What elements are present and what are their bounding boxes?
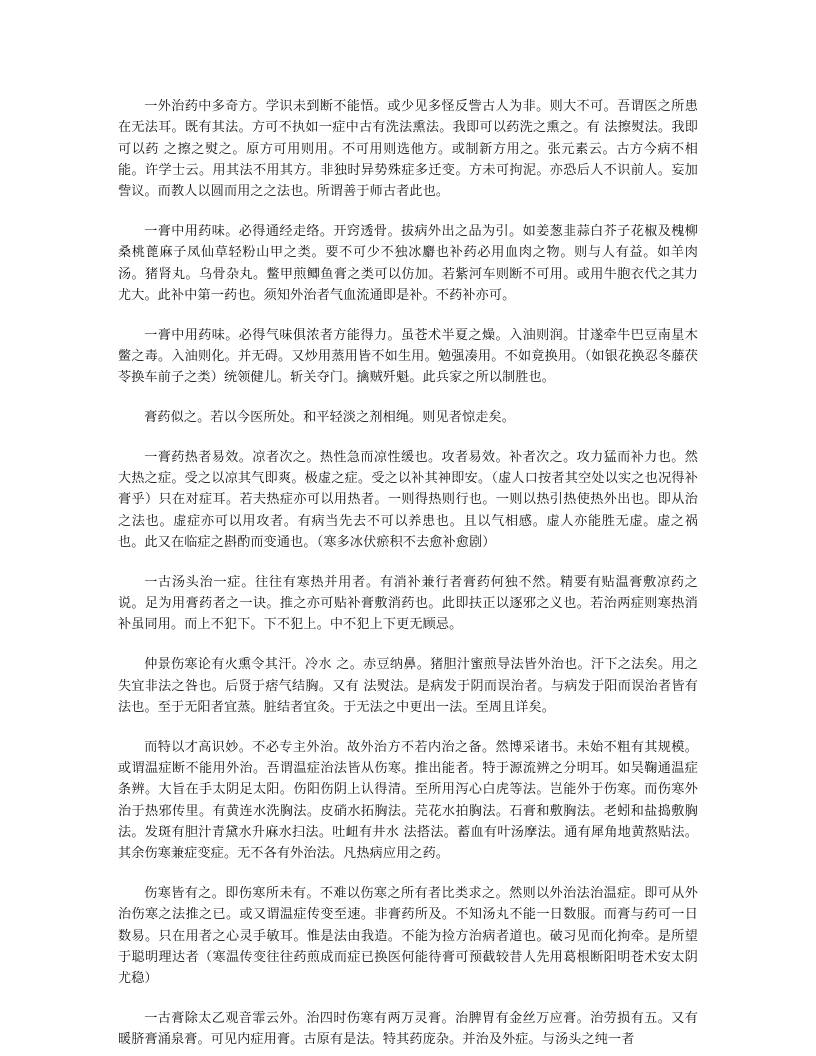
paragraph-9: 伤寒皆有之。即伤寒所未有。不难以伤寒之所有者比类求之。然则以外治法治温症。即可从外治伤寒之法推之已。或又谓温症传变至速。非膏药所及。不知汤丸不能一日数服。而膏与药可一日数易。只在用者之心灵手敏耳。惟是法由我造。不能为捡方治病者道也。破习见而化拘牵。是所望于聪明理达者（寒温传变往往药煎成而症已换医何能待膏可预截较昔人先用葛根断阳明苍术安太阴尤稳） xyxy=(118,885,698,987)
paragraph-6: 一古汤头治一症。往往有寒热并用者。有消补兼行者膏药何独不然。精要有贴温膏敷凉药之说。足为用膏药者之一诀。推之亦可贴补膏敷消药也。此即扶正以逐邪之义也。若治两症则寒热消补虽同用。而上不犯下。下不犯上。中不犯上下更无顾忌。 xyxy=(118,574,698,633)
paragraph-7: 仲景伤寒论有火熏令其汗。冷水 之。赤豆纳鼻。猪胆汁蜜煎导法皆外治也。汗下之法矣。用之失宜非法之咎也。后贤于痞气结胸。又有 法熨法。是病发于阴而误治者。与病发于阳而误治者皆有法也。至于无阳者宜蒸。脏结者宜灸。于无法之中更出一法。至周且详矣。 xyxy=(118,657,698,715)
paragraph-5: 一膏药热者易效。凉者次之。热性急而凉性缓也。攻者易效。补者次之。攻力猛而补力也。然大热之症。受之以凉其气即爽。极虚之症。受之以补其神即安。（虚人口按者其空处以实之也况得补膏乎）只在对症耳。若夫热症亦可以用热者。一则得热则行也。一则以热引热使热外出也。即从治之法也。虚症亦可以用攻者。有病当先去不可以养患也。且以气相感。虚人亦能胜无虚。虚之祸也。此又在临症之斟酌而变通也。（寒多冰伏瘀积不去愈补愈剧） xyxy=(118,449,698,551)
paragraph-2: 一膏中用药味。必得通经走络。开窍透骨。拔病外出之品为引。如姜葱韭蒜白芥子花椒及槐柳桑桃蓖麻子凤仙草轻粉山甲之类。要不可少不独冰麝也补药必用血肉之物。则与人有益。如羊肉汤。猪肾丸。乌骨杂丸。鳖甲煎鲫鱼膏之类可以仿加。若紫河车则断不可用。或用牛胞衣代之其力尤大。此补中第一药也。须知外治者气血流通即是补。不药补亦可。 xyxy=(118,223,698,303)
paragraph-4: 膏药似之。若以今医所处。和平轻淡之剂相绳。则见者惊走矣。 xyxy=(144,410,516,426)
paragraph-1: 一外治药中多奇方。学识未到断不能悟。或少见多怪反訾古人为非。则大不可。吾谓医之所患在无法耳。既有其法。方可不执如一症中古有洗法熏法。我即可以药洗之熏之。有 法擦熨法。我即可以药 之擦之熨之。原方可用则用。不可用则选他方。或制新方用之。张元素云。古方今病不相能。许学士云。用其法不用其方。非独时异势殊症多迁变。方未可拘泥。亦恐后人不识前人。妄加訾议。而教人以圆而用之之法也。所谓善于师古者此也。 xyxy=(118,99,698,200)
paragraph-10: 一古膏除太乙观音霏云外。治四时伤寒有两万灵膏。治脾胃有金丝万应膏。治劳损有五。又有暖脐膏涌泉膏。可见内症用膏。古原有是法。特其药庞杂。并治及外症。与汤头之纯一者 xyxy=(118,1010,698,1048)
paragraph-8: 而特以才高识妙。不必专主外治。故外治方不若内治之备。然博采诸书。未始不粗有其规模。或谓温症断不能用外治。吾谓温症治法皆从伤寒。推出能者。特于源流辨之分明耳。如吴鞠通温症条辨。大旨在手太阴足太阳。伤阳伤阴上认得清。至所用泻心白虎等法。岂能外于伤寒。而伤寒外治于热邪传里。有黄连水洗胸法。皮硝水拓胸法。芫花水拍胸法。石膏和敷胸法。老蚓和盐捣敷胸法。发斑有胆汁青黛水升麻水扫法。吐衄有井水 法搭法。蓄血有叶汤摩法。通有犀角地黄熬贴法。其余伤寒兼症变症。无不各有外治法。凡热病应用之药。 xyxy=(118,739,698,862)
paragraph-3: 一膏中用药味。必得气味俱浓者方能得力。虽苍术半夏之燥。入油则润。甘遂牵牛巴豆南星木鳖之毒。入油则化。并无碍。又炒用蒸用皆不如生用。勉强凑用。不如竟换用。（如银花换忍冬藤茯苓换车前子之类）统领健儿。斩关夺门。擒贼歼魁。此兵家之所以制胜也。 xyxy=(118,327,698,386)
